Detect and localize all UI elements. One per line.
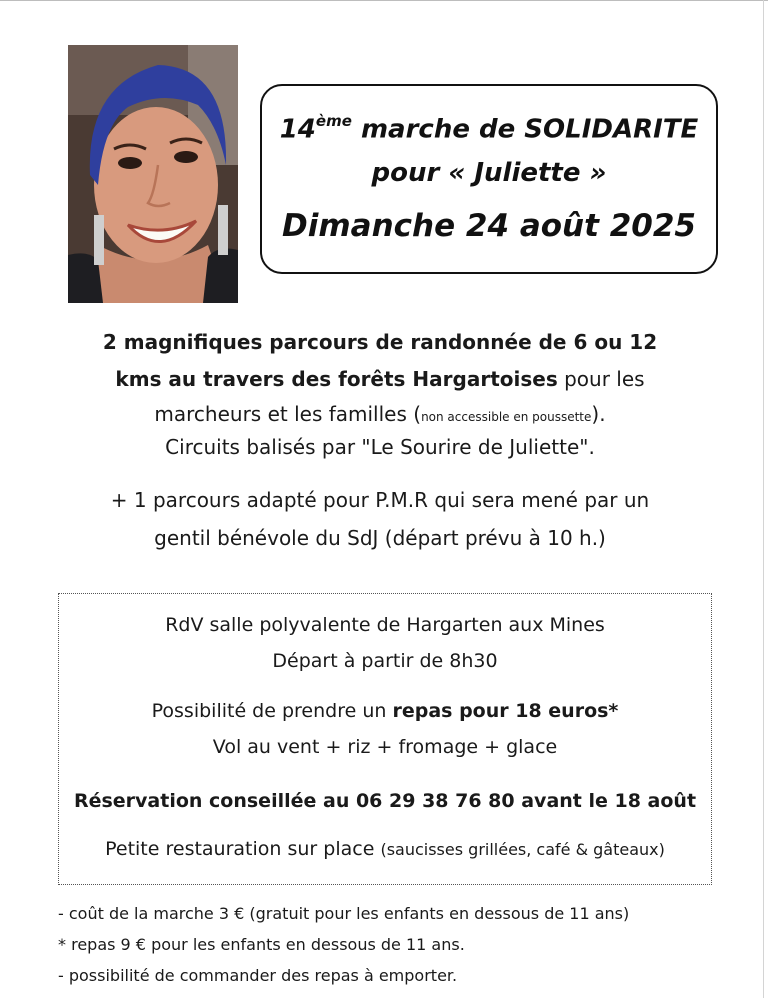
- event-date: Dimanche 24 août 2025: [281, 208, 697, 244]
- footnote-takeaway: - possibilité de commander des repas à emporter.: [58, 966, 458, 985]
- intro-bold-2: kms au travers des forêts Hargartoises: [115, 367, 558, 391]
- reservation-info: Réservation conseillée au 06 29 38 76 80 avant le 18 août: [73, 790, 697, 812]
- intro-line3-note: non accessible en poussette: [421, 410, 592, 424]
- pmr-line-2: gentil bénévole du SdJ (départ prévu à 10 h.): [154, 526, 606, 550]
- departure-time: Départ à partir de 8h30: [272, 650, 498, 672]
- intro-line-3: [40, 397, 720, 434]
- snack-info: [59, 836, 711, 863]
- meal-price: repas pour 18 euros*: [392, 700, 619, 722]
- intro-rest-2: pour les: [557, 367, 645, 391]
- rdv-location: RdV salle polyvalente de Hargarten aux Mines: [165, 614, 605, 636]
- intro-line-2: [40, 362, 720, 396]
- event-dedication: pour « Juliette »: [371, 158, 607, 188]
- intro-line3-start: marcheurs et les familles (: [154, 402, 422, 426]
- juliette-photo: [68, 45, 238, 303]
- pmr-line-1: + 1 parcours adapté pour P.M.R qui sera mené par un: [110, 488, 650, 512]
- snack-details: (saucisses grillées, café & gâteaux): [380, 840, 665, 859]
- meal-offer: [59, 698, 711, 724]
- footnote-child-meal: * repas 9 € pour les enfants en dessous de 11 ans.: [58, 935, 465, 954]
- edition-suffix: ème: [315, 112, 352, 130]
- footnote-cost: - coût de la marche 3 € (gratuit pour les enfants en dessous de 11 ans): [58, 904, 630, 923]
- info-box: [58, 593, 712, 885]
- meal-menu: Vol au vent + riz + fromage + glace: [212, 736, 558, 758]
- intro-line-1: [40, 325, 720, 359]
- intro-line-4: Circuits balisés par "Le Sourire de Juliette".: [165, 435, 595, 459]
- intro-bold-1: 2 magnifiques parcours de randonnée de 6 ou 12: [102, 330, 658, 354]
- meal-offer-text: Possibilité de prendre un: [151, 700, 393, 722]
- event-title-box: [260, 84, 718, 274]
- page-top-border: [0, 0, 768, 7]
- page-right-border: [763, 0, 764, 998]
- edition-number: 14: [279, 114, 316, 145]
- event-name: marche de SOLIDARITE: [351, 114, 699, 145]
- event-edition-line: [262, 108, 716, 145]
- intro-line3-end: ).: [591, 402, 606, 426]
- snack-label: Petite restauration sur place: [105, 838, 381, 860]
